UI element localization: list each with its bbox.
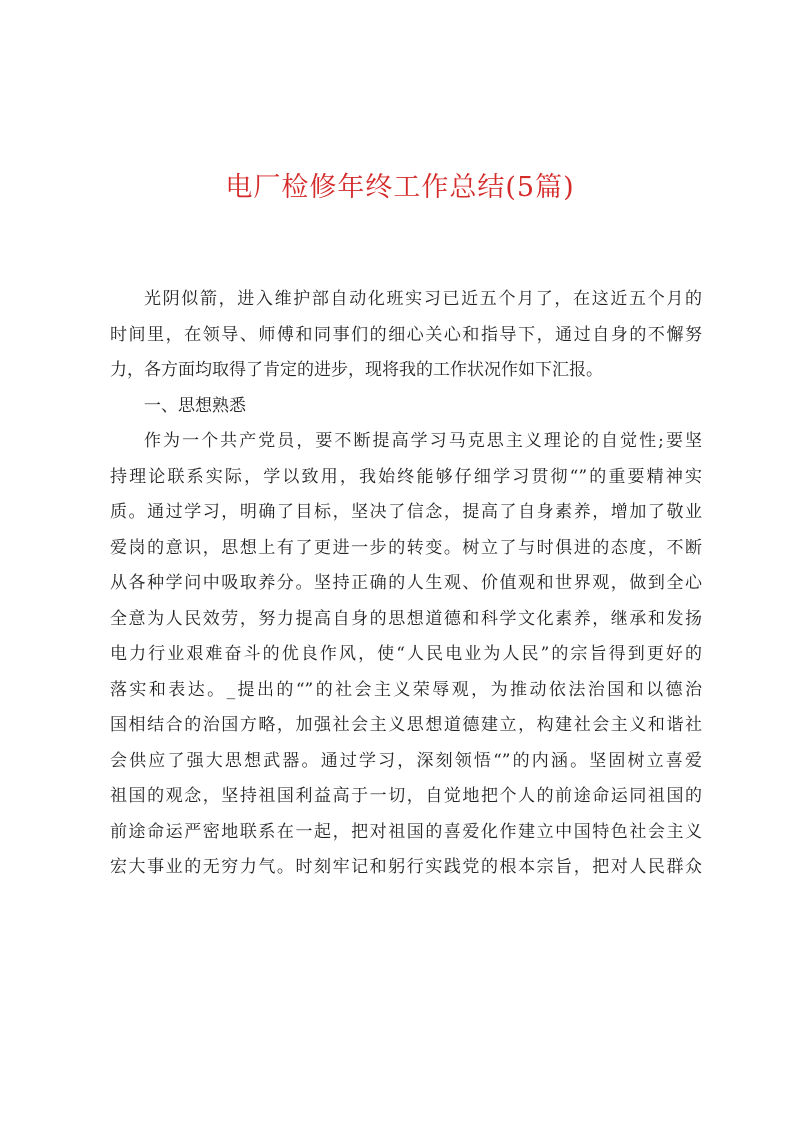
paragraph-line: 祖国的观念，坚持祖国利益高于一切，自觉地把个人的前途命运同祖国的 [110, 786, 702, 806]
paragraph-line: 宏大事业的无穷力气。时刻牢记和躬行实践党的根本宗旨，把对人民群众 [110, 857, 702, 877]
paragraph-line: 从各种学问中吸取养分。坚持正确的人生观、价值观和世界观，做到全心 [110, 573, 702, 593]
paragraph-line: 会供应了强大思想武器。通过学习，深刻领悟“”的内涵。坚固树立喜爱 [110, 750, 702, 771]
paragraph-line: 落实和表达。_提出的“”的社会主义荣辱观，为推动依法治国和以德治 [110, 679, 702, 700]
document-title: 电厂检修年终工作总结(5篇) [225, 172, 575, 203]
paragraph-line: 质。通过学习，明确了目标，坚决了信念，提高了自身素养，增加了敬业 [110, 502, 702, 522]
paragraph-line: 全意为人民效劳，努力提高自身的思想道德和科学文化素养，继承和发扬 [110, 608, 702, 629]
paragraph-line: 作为一个共产党员，要不断提高学习马克思主义理论的自觉性;要坚 [144, 431, 702, 451]
section-heading: 一、思想熟悉 [144, 395, 246, 416]
paragraph-line: 爱岗的意识，思想上有了更进一步的转变。树立了与时俱进的态度，不断 [110, 537, 702, 558]
paragraph-line: 电力行业艰难奋斗的优良作风，使“人民电业为人民”的宗旨得到更好的 [110, 644, 702, 664]
paragraph-line: 国相结合的治国方略，加强社会主义思想道德建立，构建社会主义和谐社 [110, 715, 702, 735]
paragraph-line: 前途命运严密地联系在一起，把对祖国的喜爱化作建立中国特色社会主义 [110, 821, 702, 842]
paragraph-line: 力，各方面均取得了肯定的进步，现将我的工作状况作如下汇报。 [110, 360, 603, 380]
paragraph-line: 光阴似箭，进入维护部自动化班实习已近五个月了，在这近五个月的 [144, 289, 702, 309]
document-body [110, 282, 702, 886]
paragraph-line: 持理论联系实际，学以致用，我始终能够仔细学习贯彻“”的重要精神实 [110, 466, 702, 487]
paragraph-line: 时间里，在领导、师傅和同事们的细心关心和指导下，通过自身的不懈努 [110, 324, 702, 345]
